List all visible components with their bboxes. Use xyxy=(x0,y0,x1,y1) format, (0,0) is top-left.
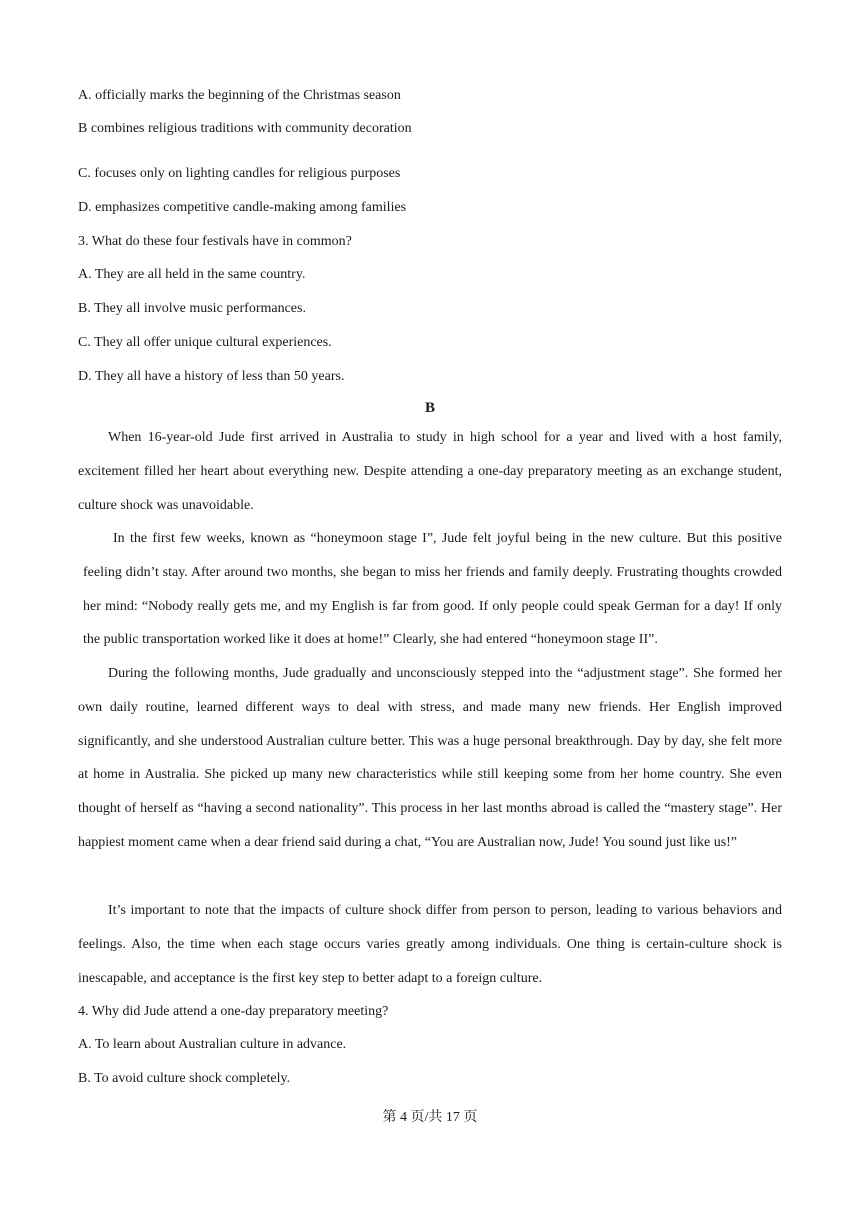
q4-option-b: B. To avoid culture shock completely. xyxy=(78,1071,291,1086)
q3-option-b: B. They all involve music performances. xyxy=(78,301,306,316)
q2-option-a: A. officially marks the beginning of the Christmas season xyxy=(78,88,401,103)
passage-paragraph-3: During the following months, Jude gradually and unconsciously stepped into the “adjustment stage”. She formed her own daily routine, learned different ways to deal with stress, and made many new friends. Her English improved significantly, and she understood Australian culture better. This was a huge personal breakthrough. Day by day, she felt more at home in Australia. She picked up many new characteristics while still keeping some from her home country. She even thought of herself as “having a second nationality”. This process in her last months abroad is called the “mastery stage”. Her happiest moment came when a dear friend said during a chat, “You are Australian now, Jude! You sound just like us!” xyxy=(78,666,782,850)
page-footer: 第 4 页/共 17 页 xyxy=(382,1110,478,1125)
q2-option-d: D. emphasizes competitive candle-making among families xyxy=(78,200,407,215)
q4-option-a: A. To learn about Australian culture in advance. xyxy=(78,1037,347,1052)
q3-stem: 3. What do these four festivals have in common? xyxy=(78,234,352,249)
q3-option-a: A. They are all held in the same country. xyxy=(78,267,306,282)
passage-paragraph-1: When 16-year-old Jude first arrived in Australia to study in high school for a year and lived with a host family, excitement filled her heart about everything new. Despite attending a one-day preparatory meeting as an exchange student, culture shock was unavoidable. xyxy=(78,430,782,513)
q2-option-b: B combines religious traditions with community decoration xyxy=(78,121,412,136)
section-b-heading: B xyxy=(424,400,435,416)
q4-stem: 4. Why did Jude attend a one-day preparatory meeting? xyxy=(78,1004,389,1019)
passage-paragraph-2: In the first few weeks, known as “honeymoon stage I”, Jude felt joyful being in the new culture. But this positive feeling didn’t stay. After around two months, she began to miss her friends and family deeply. Frustrating thoughts crowded her mind: “Nobody really gets me, and my English is far from good. If only people could speak German for a day! If only the public transportation worked like it does at home!” Clearly, she had entered “honeymoon stage II”. xyxy=(83,531,782,648)
q3-option-d: D. They all have a history of less than 50 years. xyxy=(78,369,345,384)
passage-paragraph-4: It’s important to note that the impacts of culture shock differ from person to person, leading to various behaviors and feelings. Also, the time when each stage occurs varies greatly among individuals. One thing is certain-culture shock is inescapable, and acceptance is the first key step to better adapt to a foreign culture. xyxy=(78,903,782,986)
q3-option-c: C. They all offer unique cultural experiences. xyxy=(78,335,332,350)
q2-option-c: C. focuses only on lighting candles for religious purposes xyxy=(78,166,401,181)
